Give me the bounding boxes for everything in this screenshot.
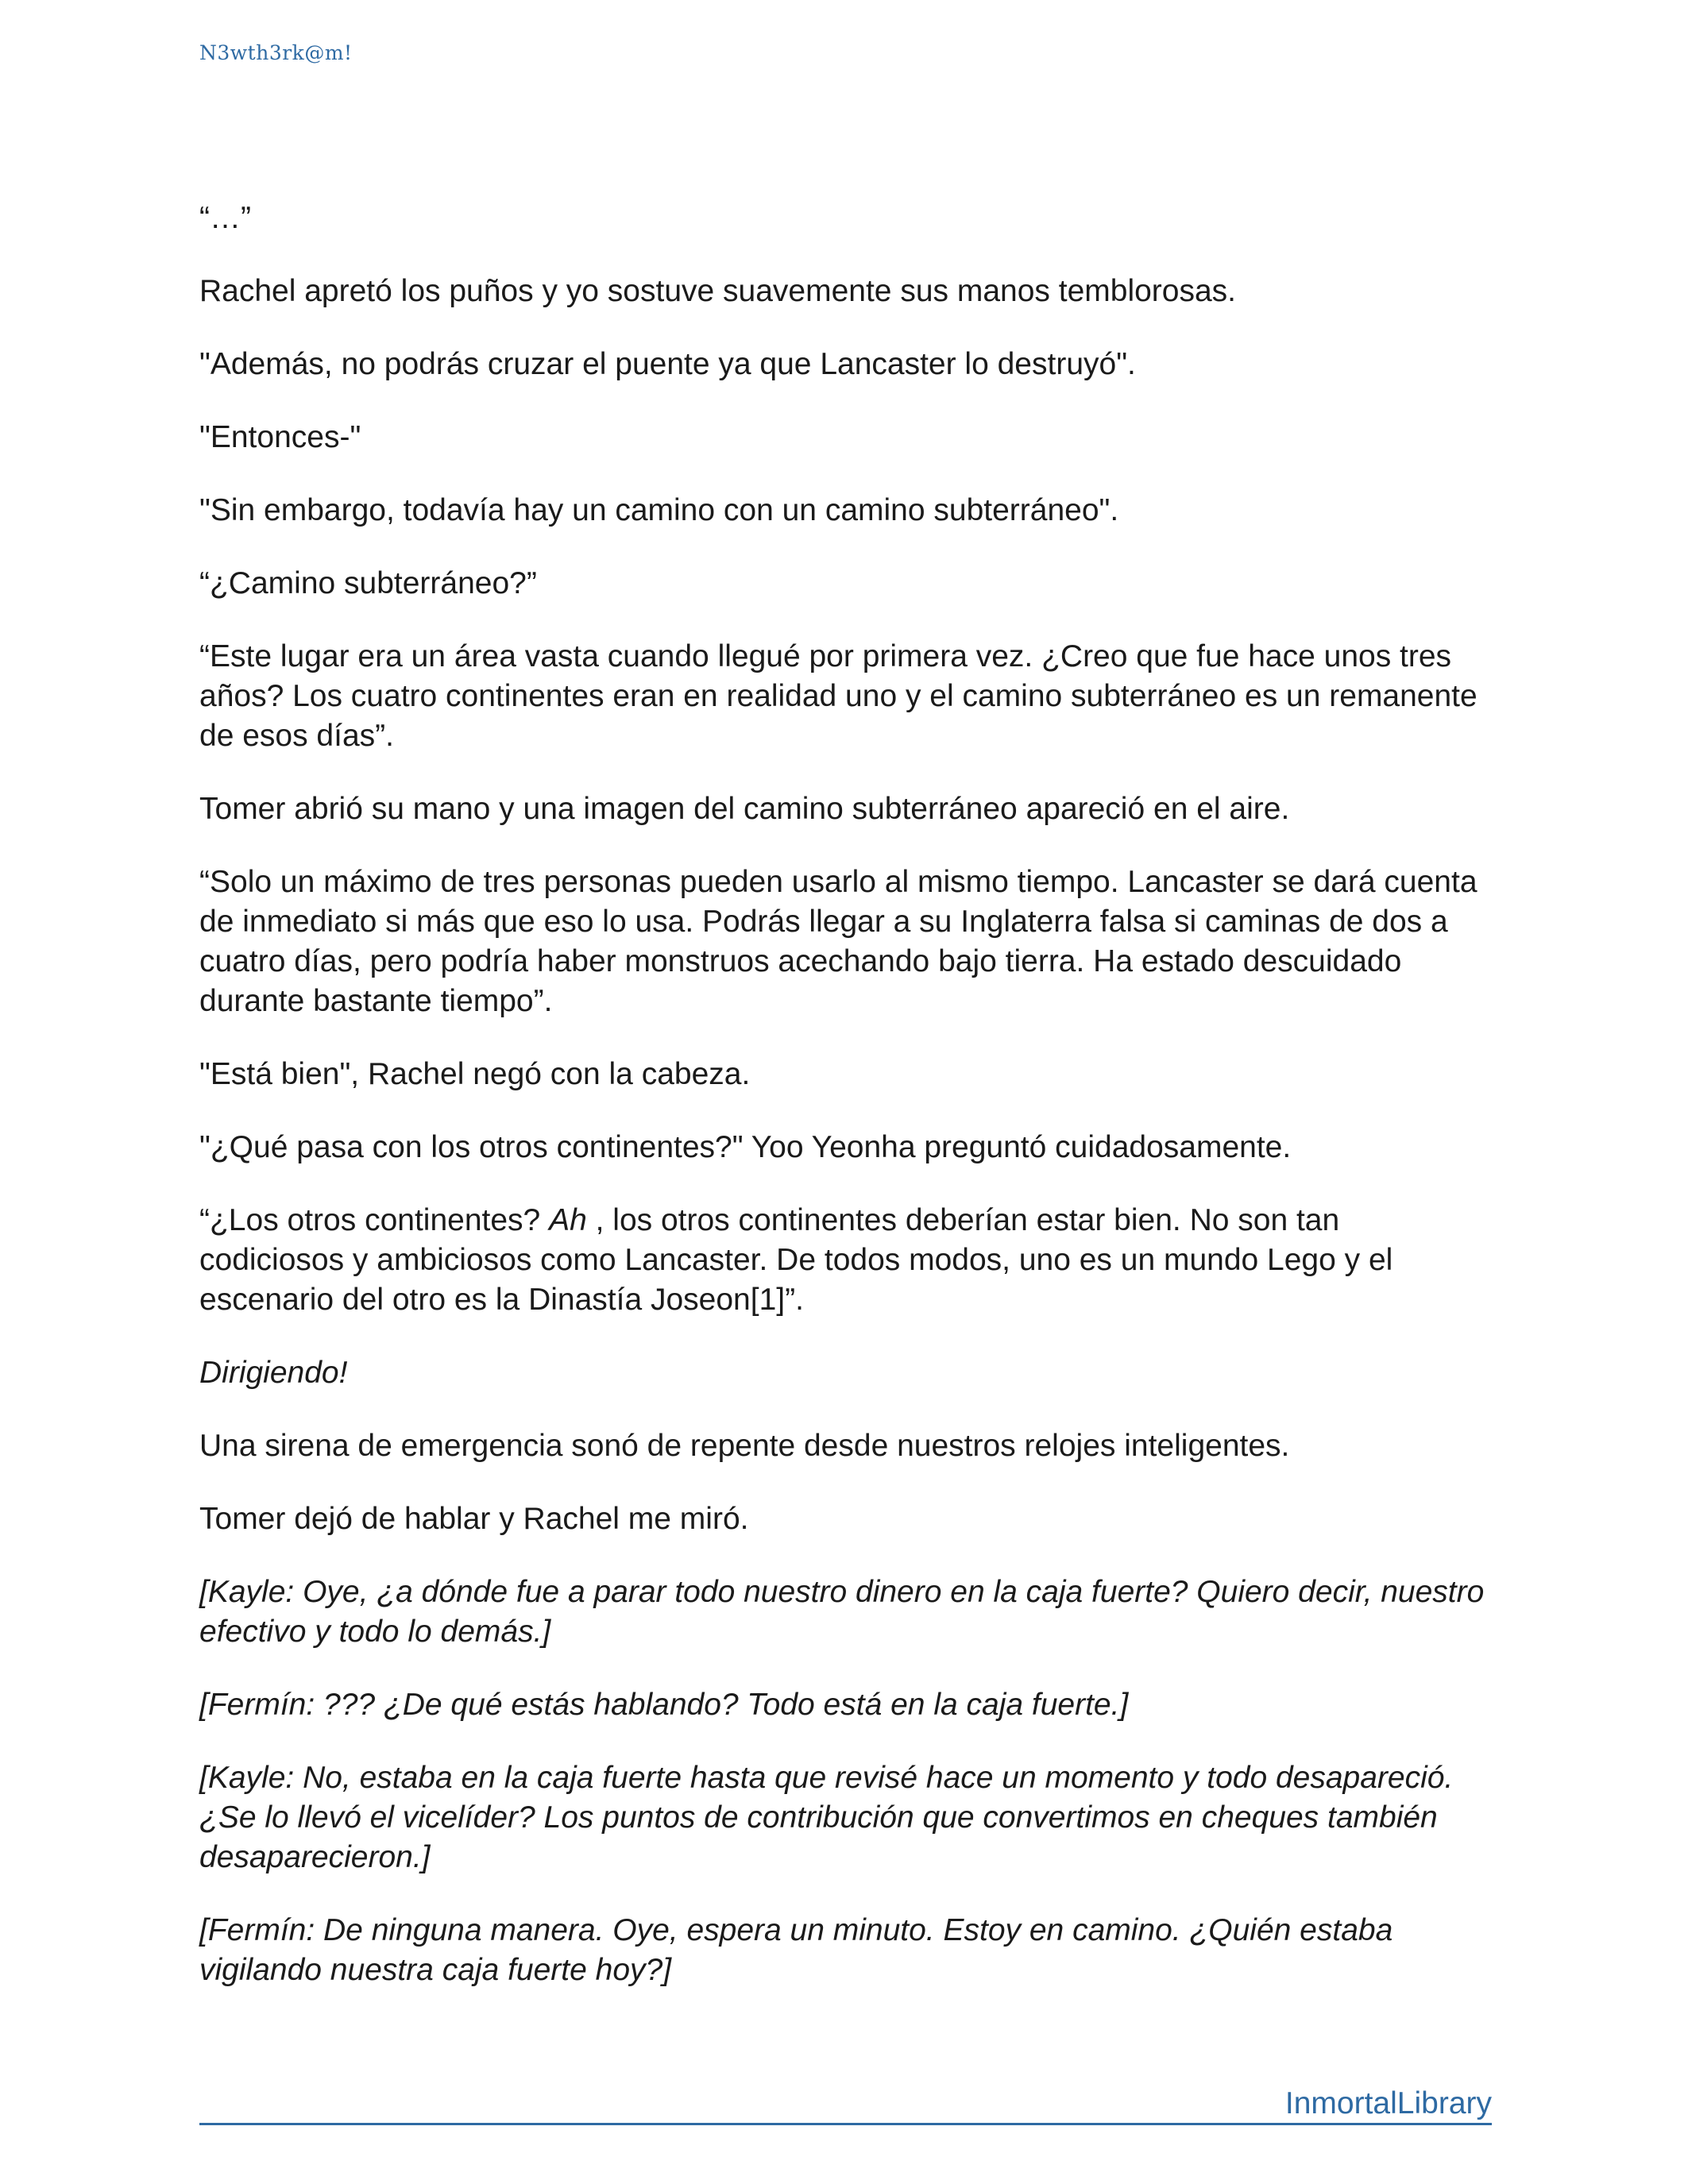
chat-message-4: [Fermín: De ninguna manera. Oye, espera un minuto. Estoy en camino. ¿Quién estaba vigilando nuestra caja fuerte hoy?] <box>199 1913 1393 1987</box>
paragraph-9: “Solo un máximo de tres personas pueden usarlo al mismo tiempo. Lancaster se dará cuenta de inmediato si más que eso lo usa. Podrás llegar a su Inglaterra falsa si caminas de dos a cuatro días, pero podría haber monstruos acechando bajo tierra. Ha estado descuidado durante bastante tiempo”. <box>199 865 1477 1018</box>
paragraph-3: "Además, no podrás cruzar el puente ya que Lancaster lo destruyó". <box>199 347 1136 381</box>
paragraph-5: "Sin embargo, todavía hay un camino con un camino subterráneo". <box>199 493 1119 527</box>
paragraph-12-before: “¿Los otros continentes? <box>199 1203 550 1237</box>
paragraph-11: "¿Qué pasa con los otros continentes?" Yoo Yeonha preguntó cuidadosamente. <box>199 1130 1292 1164</box>
document-body <box>199 199 1490 2024</box>
paragraph-12-italic: Ah <box>549 1203 587 1237</box>
chat-message-3: [Kayle: No, estaba en la caja fuerte hasta que revisé hace un momento y todo desapareció. ¿Se lo llevó el vicelíder? Los puntos de contribución que convertimos en cheques también desaparecieron.] <box>199 1761 1454 1874</box>
paragraph-10: "Está bien", Rachel negó con la cabeza. <box>199 1057 751 1091</box>
header-watermark: N3wth3rk@m! <box>199 41 353 64</box>
paragraph-14: Una sirena de emergencia sonó de repente desde nuestros relojes inteligentes. <box>199 1429 1290 1463</box>
chat-message-2: [Fermín: ??? ¿De qué estás hablando? Todo está en la caja fuerte.] <box>199 1688 1129 1722</box>
paragraph-12-after: , los otros continentes deberían estar bien. No son tan codiciosos y ambiciosos como Lancaster. De todos modos, uno es un mundo Lego y el escenario del otro es la Dinastía Joseon[1]”. <box>199 1203 1393 1317</box>
paragraph-2: Rachel apretó los puños y yo sostuve suavemente sus manos temblorosas. <box>199 274 1237 308</box>
paragraph-15: Tomer dejó de hablar y Rachel me miró. <box>199 1502 749 1536</box>
footer-link[interactable]: InmortalLibrary <box>1284 2086 1492 2120</box>
paragraph-1: “…” <box>199 201 251 235</box>
paragraph-4: "Entonces-" <box>199 420 361 454</box>
chat-message-1: [Kayle: Oye, ¿a dónde fue a parar todo nuestro dinero en la caja fuerte? Quiero decir, nuestro efectivo y todo lo demás.] <box>199 1575 1485 1649</box>
paragraph-7: “Este lugar era un área vasta cuando llegué por primera vez. ¿Creo que fue hace unos tres años? Los cuatro continentes eran en realidad uno y el camino subterráneo es un remanente de esos días”. <box>199 639 1477 753</box>
paragraph-13: Dirigiendo! <box>199 1356 348 1390</box>
paragraph-12 <box>199 1201 1490 1320</box>
paragraph-6: “¿Camino subterráneo?” <box>199 566 537 600</box>
footer-rule <box>199 2085 1492 2125</box>
paragraph-8: Tomer abrió su mano y una imagen del camino subterráneo apareció en el aire. <box>199 792 1290 826</box>
